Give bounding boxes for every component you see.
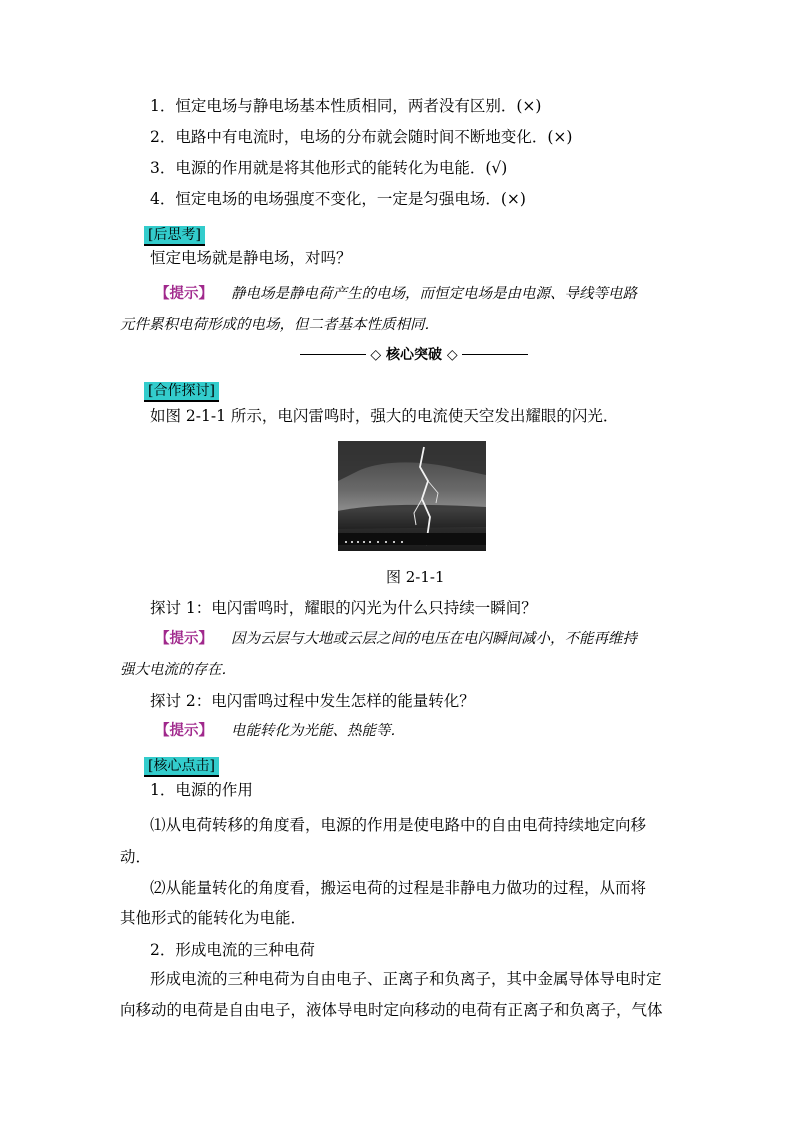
divider-rule-right <box>462 354 528 355</box>
section-divider <box>300 344 528 364</box>
tag-label: [后思考] <box>144 226 205 246</box>
section-tag-after-think <box>144 222 205 246</box>
judgement-item-1: 1．恒定电场与静电场基本性质相同，两者没有区别．(×) <box>150 97 542 115</box>
think-answer-line-2: 元件累积电荷形成的电场，但二者基本性质相同． <box>120 317 439 333</box>
figure-caption: 图 2-1-1 <box>386 568 445 586</box>
think-question: 恒定电场就是静电场，对吗？ <box>150 249 352 267</box>
discussion-1-answer-line-2: 强大电流的存在． <box>120 662 236 678</box>
judgement-item-4: 4．恒定电场的电场强度不变化，一定是匀强电场．(×) <box>150 190 526 208</box>
discussion-2-answer <box>155 718 405 743</box>
hint-label: 【提示】 <box>155 630 213 647</box>
point-2-line-2: 向移动的电荷是自由电子，液体导电时定向移动的电荷有正离子和负离子，气体 <box>120 1001 663 1019</box>
hint-label: 【提示】 <box>155 722 213 739</box>
section-tag-core-points <box>144 753 219 777</box>
point-1-a-line-2: 动． <box>120 848 152 866</box>
judgement-item-2: 2．电路中有电流时，电场的分布就会随时间不断地变化．(×) <box>150 128 573 146</box>
cooperation-intro: 如图 2-1-1 所示，电闪雷鸣时，强大的电流使天空发出耀眼的闪光． <box>150 407 619 425</box>
judgement-item-3: 3．电源的作用就是将其他形式的能转化为电能．(√) <box>150 159 508 177</box>
point-1-a-line-1: ⑴从电荷转移的角度看，电源的作用是使电路中的自由电荷持续地定向移 <box>150 816 647 834</box>
think-answer-text-1: 静电场是静电荷产生的电场，而恒定电场是由电源、导线等电路 <box>231 286 637 302</box>
point-2-title: 2．形成电流的三种电荷 <box>150 941 315 959</box>
divider-rule-left <box>300 354 366 355</box>
discussion-1: 探讨 1：电闪雷鸣时，耀眼的闪光为什么只持续一瞬间？ <box>150 599 537 617</box>
point-2-line-1: 形成电流的三种电荷为自由电子、正离子和负离子，其中金属导体导电时定 <box>150 970 662 988</box>
discussion-2: 探讨 2：电闪雷鸣过程中发生怎样的能量转化？ <box>150 692 475 710</box>
discussion-1-answer-text: 因为云层与大地或云层之间的电压在电闪瞬间减小，不能再维持 <box>231 631 637 647</box>
discussion-1-answer-line-1 <box>155 626 637 651</box>
think-answer-line-1 <box>155 281 637 306</box>
point-1-b-line-1: ⑵从能量转化的角度看，搬运电荷的过程是非静电力做功的过程，从而将 <box>150 879 647 897</box>
divider-title: ◇ 核心突破 ◇ <box>370 347 458 363</box>
section-tag-cooperation <box>144 378 219 402</box>
tag-label: [核心点击] <box>144 757 219 777</box>
hint-label: 【提示】 <box>155 285 213 302</box>
point-1-title: 1．电源的作用 <box>150 781 253 799</box>
point-1-b-line-2: 其他形式的能转化为电能． <box>120 909 307 927</box>
tag-label: [合作探讨] <box>144 382 219 402</box>
lightning-photo <box>338 441 486 551</box>
lightning-bolt-icon <box>338 441 486 551</box>
discussion-2-answer-text: 电能转化为光能、热能等． <box>231 723 405 739</box>
